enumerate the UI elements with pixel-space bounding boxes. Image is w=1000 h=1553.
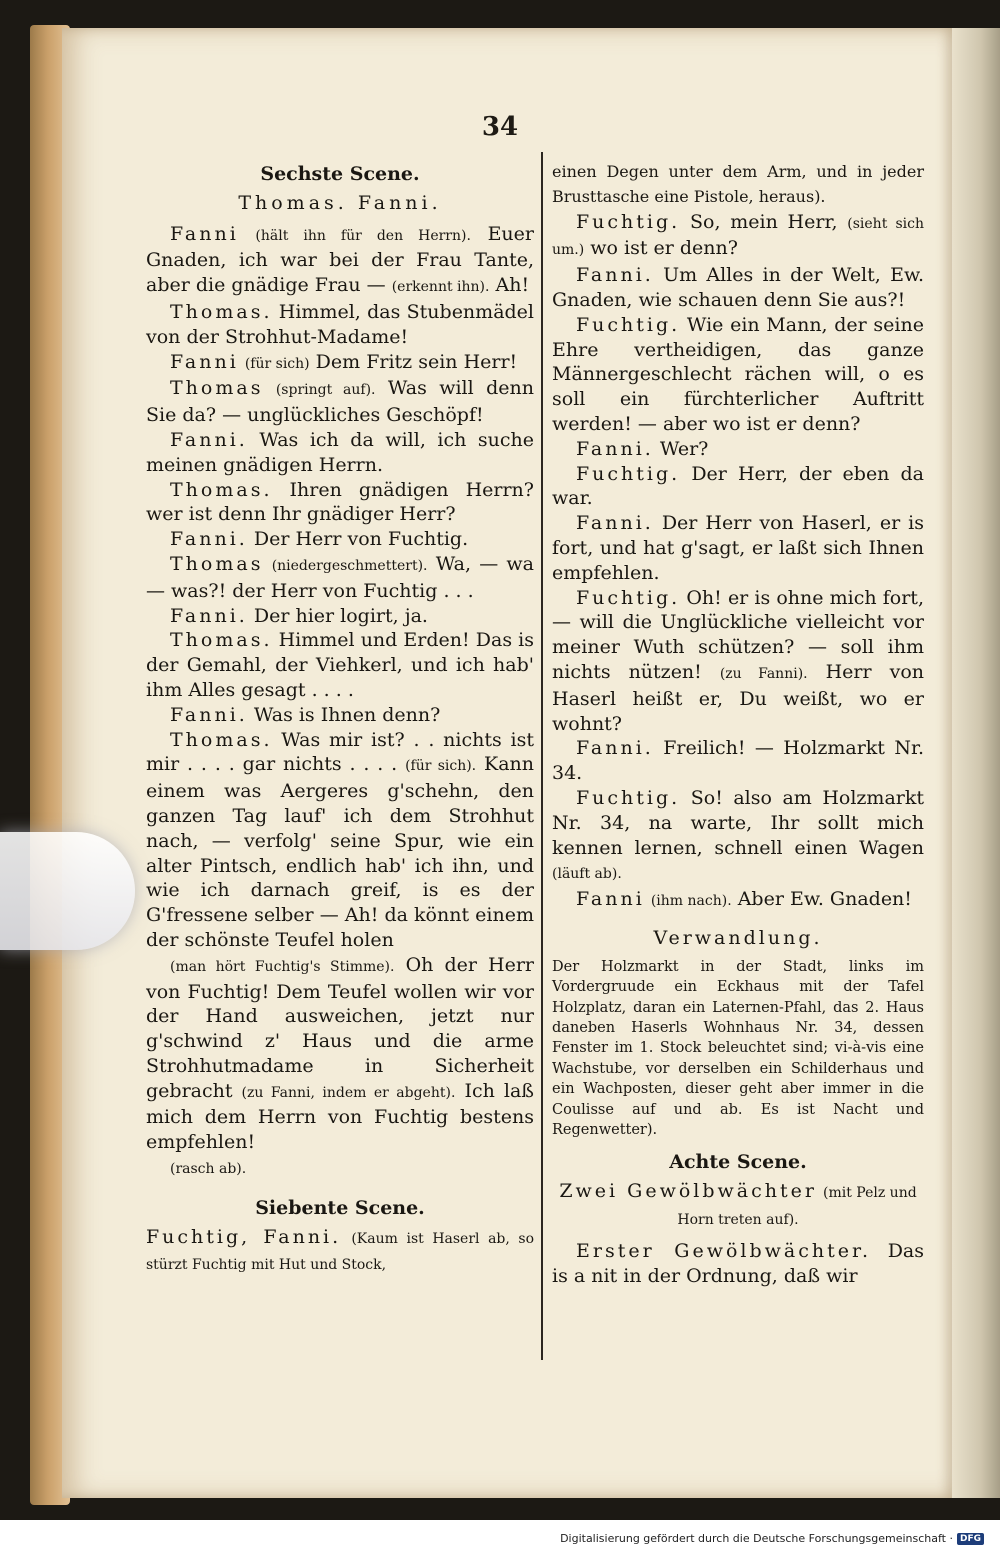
credit-text: Digitalisierung gefördert durch die Deutsche Forschungsgemeinschaft · xyxy=(560,1532,953,1545)
dialogue-text: Der Herr von Haserl, er is fort, und hat g'sagt, er laßt sich Ihnen empfehlen. xyxy=(552,512,924,584)
speaker-name: Zwei Gewölbwächter xyxy=(559,1180,817,1203)
speaker-name: Fanni. xyxy=(576,512,654,535)
dialogue-paragraph xyxy=(146,728,534,953)
page-number: 34 xyxy=(481,112,519,142)
stage-direction: (für sich) xyxy=(244,355,310,372)
speaker-name: Thomas xyxy=(170,552,264,575)
dialogue-paragraph xyxy=(146,350,534,377)
column-divider xyxy=(541,152,543,1360)
stage-direction: (mit Pelz und Horn treten auf). xyxy=(677,1185,917,1228)
dialogue-text: Herr von Haserl heißt er, Du weißt, wo er wohnt? xyxy=(552,660,924,735)
speaker-name: Fanni. xyxy=(170,428,248,451)
stage-direction: (erkennt ihn). xyxy=(391,279,490,296)
scene-heading: Sechste Scene. xyxy=(260,163,420,185)
scene-cast xyxy=(552,1179,924,1233)
dialogue-text: Wer? xyxy=(659,437,709,460)
dialogue-text: Oh! er is ohne mich fort, — will die Unglückliche vielleicht vor meiner Wuth schützen? — soll ihm nichts nützen! xyxy=(552,586,924,683)
dialogue-text: Aber Ew. Gnaden! xyxy=(737,888,912,911)
dialogue-text: Was is Ihnen denn? xyxy=(253,703,441,726)
speaker-name: Fanni. xyxy=(576,264,654,287)
dialogue-paragraph xyxy=(552,586,924,737)
transformation-heading: Verwandlung. xyxy=(653,926,823,949)
dialogue-text: Ihren gnädigen Herrn? wer ist denn Ihr gnädiger Herr? xyxy=(146,478,534,526)
stage-direction: (springt auf). xyxy=(275,382,376,399)
scan-glare-artifact xyxy=(0,832,135,950)
dialogue-text: Himmel und Erden! Das is der Gemahl, der Viehkerl, und ich hab' ihm Alles gesagt . . . . xyxy=(146,629,534,701)
stage-direction: (hält ihn für den Herrn). xyxy=(255,227,471,244)
dialogue-text: Kann einem was Aergeres g'schehn, den ganzen Tag lauf' ich dem Strohhut nach, — verfolg' seine Spur, wie ein alter Pintsch, endlich hab' ich ihn, und wie ich darnach greif, is es der G'fressene selber — Ah! da könnt einem der schönste Teufel holen xyxy=(146,753,534,951)
speaker-name: Fuchtig. xyxy=(576,586,681,609)
digitization-credit xyxy=(560,1532,984,1545)
dialogue-paragraph xyxy=(552,313,924,437)
speaker-name: Fanni. xyxy=(576,437,654,460)
left-column xyxy=(146,160,534,1278)
dialogue-text: Um Alles in der Welt, Ew. Gnaden, wie schauen denn Sie aus?! xyxy=(552,264,924,311)
stage-direction: (rasch ab). xyxy=(170,1161,247,1178)
speaker-name: Thomas. xyxy=(170,478,273,501)
dialogue-paragraph xyxy=(146,628,534,702)
dialogue-text: Dem Fritz sein Herr! xyxy=(315,350,518,373)
dialogue-text: Oh der Herr von Fuchtig! Dem Teufel wollen wir vor der Hand ausweichen, jetzt nur g'schwind z' Haus und die arme Strohhutmadame in Sicherheit gebracht xyxy=(146,953,535,1102)
speaker-name: Thomas. xyxy=(170,728,273,751)
dialogue-paragraph xyxy=(552,437,924,462)
dialogue-text: Wa, — wa — was?! der Herr von Fuchtig . . . xyxy=(146,552,535,602)
dialogue-paragraph xyxy=(552,786,924,887)
scene-heading: Siebente Scene. xyxy=(255,1196,425,1219)
dialogue-paragraph xyxy=(552,887,924,914)
speaker-name: Fanni xyxy=(170,350,239,373)
dialogue-paragraph xyxy=(552,462,924,512)
speaker-name: Fuchtig. xyxy=(576,786,681,809)
dialogue-text: wo ist er denn? xyxy=(590,237,738,260)
stage-direction: (niedergeschmettert). xyxy=(271,557,428,574)
speaker-name: Fanni xyxy=(576,888,645,911)
speaker-name: Erster Gewölbwächter. xyxy=(576,1239,872,1262)
dialogue-paragraph xyxy=(552,210,924,264)
dialogue-text: Was mir ist? . . nichts ist mir . . . . gar nichts . . . . xyxy=(146,728,535,776)
dialogue-paragraph xyxy=(552,1239,924,1289)
dialogue-text: So! also am Holzmarkt Nr. 34, na warte, Ihr sollt mich kennen lernen, schnell einen Wagen xyxy=(552,786,924,859)
stage-direction: (zu Fanni, indem er abgeht). xyxy=(241,1084,456,1101)
dialogue-text: Wie ein Mann, der seine Ehre vertheidigen, das ganze Männergeschlecht rächen will, o es soll ein fürchterlicher Auftritt werden! — aber wo ist er denn? xyxy=(552,313,924,435)
dialogue-paragraph xyxy=(146,1155,534,1182)
stage-direction: (sieht sich um.) xyxy=(552,215,924,259)
speaker-name: Thomas. xyxy=(170,629,273,652)
dialogue-text: Was will denn Sie da? — unglückliches Geschöpf! xyxy=(146,377,534,427)
stage-direction: (zu Fanni). xyxy=(719,665,808,682)
right-column xyxy=(552,160,924,1288)
dialogue-paragraph xyxy=(146,703,534,728)
dialogue-text: Euer Gnaden, ich war bei der Frau Tante, aber die gnädige Frau — xyxy=(146,222,534,297)
dialogue-paragraph xyxy=(146,428,534,478)
dialogue-paragraph xyxy=(552,511,924,585)
dialogue-text: Ich laß mich dem Herrn von Fuchtig bestens empfehlen! xyxy=(146,1079,534,1154)
dialogue-paragraph xyxy=(146,300,534,350)
speaker-name: Fanni xyxy=(170,222,239,245)
dialogue-text: So, mein Herr, xyxy=(689,210,838,233)
dialogue-paragraph xyxy=(146,478,534,528)
speaker-name: Fuchtig. xyxy=(576,210,681,233)
scene-heading: Achte Scene. xyxy=(669,1151,807,1174)
page-stack-edge xyxy=(952,28,1000,1498)
stage-direction: (für sich). xyxy=(405,758,477,775)
speaker-name: Fuchtig, Fanni. xyxy=(146,1225,342,1248)
stage-direction: (man hört Fuchtig's Stimme). xyxy=(170,958,395,975)
dialogue-paragraph xyxy=(146,604,534,629)
speaker-name: Thomas xyxy=(170,377,264,400)
speaker-name: Fuchtig. xyxy=(576,462,681,485)
dialogue-text: Das is a nit in der Ordnung, daß wir xyxy=(552,1239,924,1287)
dialogue-paragraph xyxy=(552,736,924,786)
dialogue-paragraph xyxy=(146,376,534,428)
dialogue-paragraph xyxy=(146,527,534,552)
speaker-name: Fanni. xyxy=(170,703,248,726)
stage-direction: (ihm nach). xyxy=(650,893,732,910)
speaker-name: Fuchtig. xyxy=(576,313,681,336)
speaker-name: Fanni. xyxy=(170,604,248,627)
dfg-logo-icon: DFG xyxy=(957,1533,984,1545)
dialogue-paragraph xyxy=(146,222,534,300)
dialogue-text: Himmel, das Stubenmädel von der Strohhut-Madame! xyxy=(146,300,534,348)
speaker-name: Fanni. xyxy=(576,737,654,760)
dialogue-paragraph xyxy=(146,953,534,1155)
dialogue-paragraph xyxy=(146,552,534,604)
dialogue-block xyxy=(146,222,534,1182)
stage-direction: (läuft ab). xyxy=(552,866,622,883)
stage-direction: einen Degen unter dem Arm, und in jeder Brusttasche eine Pistole, heraus). xyxy=(552,162,924,206)
dialogue-paragraph xyxy=(552,263,924,313)
stage-description: Der Holzmarkt in der Stadt, links im Vordergruude ein Eckhaus mit der Tafel Holzplatz, daran ein Laternen-Pfahl, das 2. Haus daneben Haserls Wohnhaus Nr. 34, dessen Fenster im 1. Stock beleuchtet sind; vi-à-vis eine Wachstube, vor derselben ein Schilderhaus und ein Wachposten, dieser geht aber immer in die Coulisse auf und ab. Es ist Nacht und Regenwetter). xyxy=(552,958,924,1138)
dialogue-text: Der Herr von Fuchtig. xyxy=(253,528,469,551)
scene-cast: Thomas. Fanni. xyxy=(238,191,442,214)
speaker-name: Thomas. xyxy=(170,300,273,323)
stage-direction: (Kaum ist Haserl ab, so stürzt Fuchtig mit Hut und Stock, xyxy=(146,1230,535,1274)
dialogue-text: Ah! xyxy=(495,274,530,297)
dialogue-text: Der Herr, der eben da war. xyxy=(552,462,924,510)
speaker-name: Fanni. xyxy=(170,528,248,551)
dialogue-block xyxy=(552,210,924,914)
dialogue-text: Was ich da will, ich suche meinen gnädigen Herrn. xyxy=(146,428,534,476)
dialogue-text: Freilich! — Holzmarkt Nr. 34. xyxy=(552,737,924,785)
dialogue-paragraph xyxy=(146,1225,534,1279)
dialogue-text: Der hier logirt, ja. xyxy=(253,604,428,627)
